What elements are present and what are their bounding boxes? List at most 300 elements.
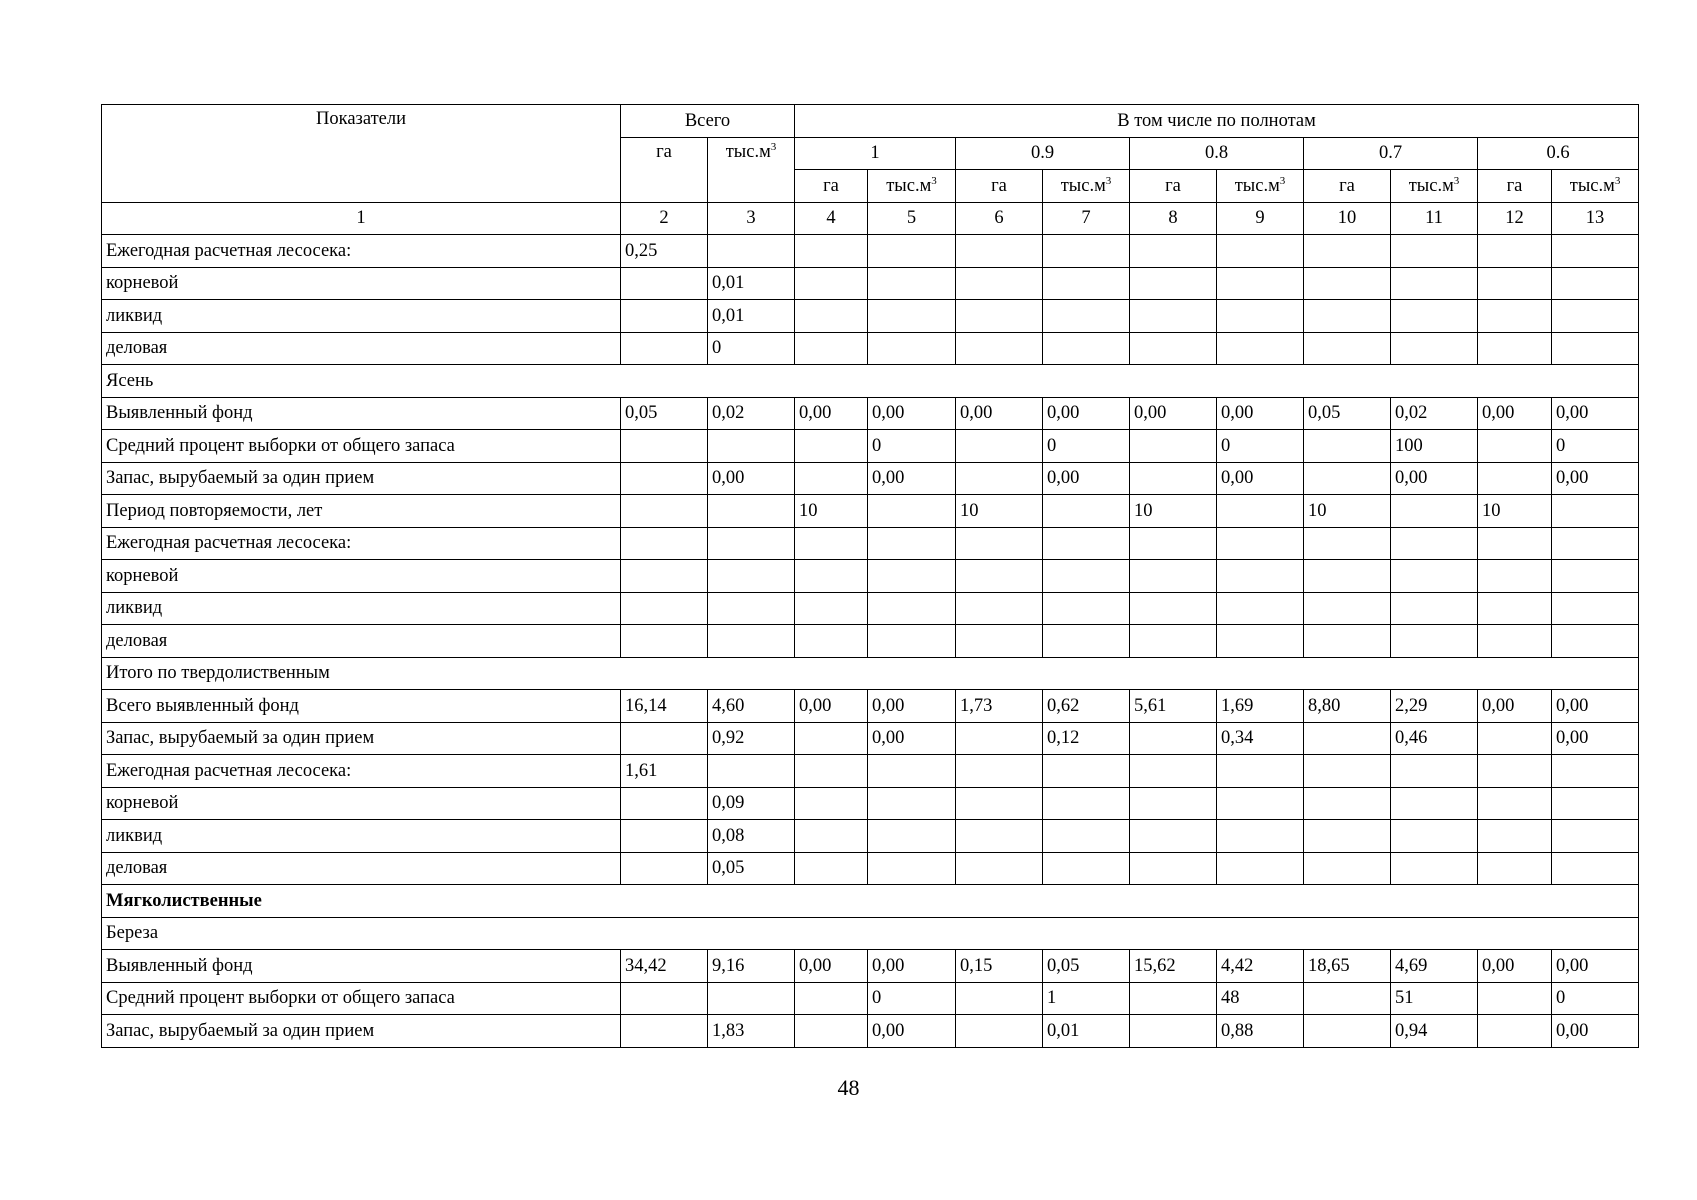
row-cell <box>1304 852 1391 885</box>
row-cell: 0,88 <box>1217 1015 1304 1048</box>
row-cell <box>1552 592 1639 625</box>
header-column-numbers-row <box>102 202 1639 235</box>
row-cell <box>1391 820 1478 853</box>
table-row <box>102 397 1639 430</box>
row-cell: 1,69 <box>1217 690 1304 723</box>
row-cell <box>1217 235 1304 268</box>
row-cell <box>1130 625 1217 658</box>
row-cell <box>1043 625 1130 658</box>
row-cell: 0,00 <box>1043 397 1130 430</box>
row-cell <box>621 722 708 755</box>
row-cell: 0,02 <box>708 397 795 430</box>
row-cell: 1,73 <box>956 690 1043 723</box>
row-cell <box>1130 267 1217 300</box>
row-label: Средний процент выборки от общего запаса <box>102 430 621 463</box>
row-cell <box>1130 527 1217 560</box>
row-cell <box>621 1015 708 1048</box>
row-cell <box>868 820 956 853</box>
row-cell <box>1478 820 1552 853</box>
row-cell <box>1478 267 1552 300</box>
row-cell <box>1130 462 1217 495</box>
column-number: 3 <box>708 202 795 235</box>
unit-text: тыс.м <box>1234 175 1280 196</box>
row-cell <box>795 560 868 593</box>
row-cell <box>956 592 1043 625</box>
header-row-1 <box>102 105 1639 138</box>
unit-vol <box>1391 170 1478 203</box>
row-cell: 0,00 <box>1552 462 1639 495</box>
row-cell <box>1391 625 1478 658</box>
row-cell <box>1130 332 1217 365</box>
row-cell <box>708 560 795 593</box>
row-cell: 5,61 <box>1130 690 1217 723</box>
row-cell <box>621 462 708 495</box>
row-cell <box>1130 560 1217 593</box>
row-cell: 4,69 <box>1391 950 1478 983</box>
header-total-ha: га <box>621 137 708 202</box>
row-cell <box>621 787 708 820</box>
row-cell <box>795 982 868 1015</box>
row-cell: 0,00 <box>868 397 956 430</box>
row-cell <box>621 852 708 885</box>
row-cell: 0,08 <box>708 820 795 853</box>
row-cell: 0 <box>708 332 795 365</box>
table-header <box>102 105 1639 235</box>
row-cell <box>1130 430 1217 463</box>
row-cell <box>956 787 1043 820</box>
row-cell: 2,29 <box>1391 690 1478 723</box>
row-cell <box>1304 462 1391 495</box>
table-row <box>102 852 1639 885</box>
row-cell <box>1478 300 1552 333</box>
row-cell <box>1391 527 1478 560</box>
row-cell <box>1304 430 1391 463</box>
row-cell <box>1217 625 1304 658</box>
row-label: Всего выявленный фонд <box>102 690 621 723</box>
row-label: Выявленный фонд <box>102 397 621 430</box>
row-cell <box>1304 787 1391 820</box>
unit-text: тыс.м <box>1569 175 1615 196</box>
table-row <box>102 820 1639 853</box>
row-cell: 100 <box>1391 430 1478 463</box>
row-cell <box>868 235 956 268</box>
row-cell: 0,12 <box>1043 722 1130 755</box>
unit-ha: га <box>956 170 1043 203</box>
row-cell <box>1304 722 1391 755</box>
row-cell: 0,00 <box>795 690 868 723</box>
row-cell <box>1043 820 1130 853</box>
row-cell <box>1478 235 1552 268</box>
row-cell <box>956 982 1043 1015</box>
row-cell <box>868 787 956 820</box>
row-cell: 48 <box>1217 982 1304 1015</box>
row-cell <box>1478 625 1552 658</box>
row-cell <box>1217 300 1304 333</box>
row-cell <box>956 527 1043 560</box>
section-label: Итого по твердолиственным <box>102 657 1639 690</box>
row-cell <box>621 267 708 300</box>
row-cell <box>1391 852 1478 885</box>
row-cell <box>795 625 868 658</box>
row-cell <box>1130 852 1217 885</box>
row-cell <box>1043 332 1130 365</box>
row-cell <box>621 592 708 625</box>
unit-text: тыс.м <box>886 175 932 196</box>
row-cell <box>795 852 868 885</box>
row-cell: 0,00 <box>868 690 956 723</box>
column-number: 13 <box>1552 202 1639 235</box>
row-cell <box>621 625 708 658</box>
unit-vol <box>1552 170 1639 203</box>
column-number: 11 <box>1391 202 1478 235</box>
row-cell <box>1478 982 1552 1015</box>
row-label: Период повторяемости, лет <box>102 495 621 528</box>
row-cell: 0,00 <box>1478 397 1552 430</box>
table-row <box>102 527 1639 560</box>
row-cell <box>956 300 1043 333</box>
row-cell: 0,00 <box>1217 397 1304 430</box>
row-cell: 10 <box>1478 495 1552 528</box>
table-row <box>102 462 1639 495</box>
section-label: Береза <box>102 917 1639 950</box>
row-cell <box>621 332 708 365</box>
row-label: ликвид <box>102 820 621 853</box>
row-cell <box>708 625 795 658</box>
row-cell <box>1304 235 1391 268</box>
row-cell: 0,09 <box>708 787 795 820</box>
row-cell <box>868 267 956 300</box>
row-cell <box>1043 560 1130 593</box>
table-row <box>102 755 1639 788</box>
row-cell <box>1478 722 1552 755</box>
row-cell <box>956 722 1043 755</box>
row-cell <box>1304 625 1391 658</box>
row-cell: 0,05 <box>621 397 708 430</box>
row-cell <box>795 722 868 755</box>
unit-vol <box>1043 170 1130 203</box>
row-cell: 10 <box>1130 495 1217 528</box>
section-label: Ясень <box>102 365 1639 398</box>
row-cell: 0,05 <box>708 852 795 885</box>
row-cell <box>795 527 868 560</box>
column-number: 1 <box>102 202 621 235</box>
table-row <box>102 625 1639 658</box>
row-cell <box>956 462 1043 495</box>
unit-sup: 3 <box>1279 174 1286 187</box>
table-row <box>102 722 1639 755</box>
row-cell <box>1391 755 1478 788</box>
row-cell <box>1217 560 1304 593</box>
row-cell <box>1552 625 1639 658</box>
unit-vol <box>868 170 956 203</box>
row-cell <box>708 755 795 788</box>
row-cell <box>1478 755 1552 788</box>
column-number: 6 <box>956 202 1043 235</box>
section-row <box>102 365 1639 398</box>
row-cell <box>621 820 708 853</box>
row-cell <box>1304 982 1391 1015</box>
row-cell <box>621 430 708 463</box>
row-cell: 0,34 <box>1217 722 1304 755</box>
row-cell <box>1552 755 1639 788</box>
row-cell <box>1478 462 1552 495</box>
row-cell: 1,61 <box>621 755 708 788</box>
row-cell <box>1391 267 1478 300</box>
row-cell <box>795 592 868 625</box>
row-cell <box>1130 820 1217 853</box>
row-cell <box>621 527 708 560</box>
row-cell <box>1478 560 1552 593</box>
row-cell: 8,80 <box>1304 690 1391 723</box>
row-cell <box>868 527 956 560</box>
row-cell <box>1130 787 1217 820</box>
column-number: 7 <box>1043 202 1130 235</box>
row-cell <box>1478 430 1552 463</box>
row-cell: 0,92 <box>708 722 795 755</box>
row-cell <box>795 235 868 268</box>
row-cell <box>1478 852 1552 885</box>
forest-fund-table <box>101 104 1639 1048</box>
header-density-0-9: 0.9 <box>956 137 1130 170</box>
table-row <box>102 300 1639 333</box>
row-cell <box>1552 820 1639 853</box>
row-cell <box>1552 527 1639 560</box>
row-cell <box>795 755 868 788</box>
row-cell: 0,62 <box>1043 690 1130 723</box>
row-cell: 0 <box>868 430 956 463</box>
row-cell <box>868 592 956 625</box>
table-row <box>102 1015 1639 1048</box>
page-number: 48 <box>837 1075 860 1100</box>
row-cell <box>1043 235 1130 268</box>
unit-sup: 3 <box>1614 174 1621 187</box>
row-cell: 0 <box>1552 430 1639 463</box>
row-cell <box>1391 332 1478 365</box>
row-cell: 0,00 <box>868 1015 956 1048</box>
header-total-vol <box>708 137 795 202</box>
row-cell <box>708 235 795 268</box>
row-cell: 0,00 <box>1552 950 1639 983</box>
row-label: Средний процент выборки от общего запаса <box>102 982 621 1015</box>
row-cell <box>1552 235 1639 268</box>
row-cell: 0,46 <box>1391 722 1478 755</box>
row-cell: 0,00 <box>868 462 956 495</box>
row-cell <box>1478 332 1552 365</box>
row-cell: 0,25 <box>621 235 708 268</box>
row-cell: 0,00 <box>795 950 868 983</box>
row-cell: 0,00 <box>795 397 868 430</box>
row-cell <box>1043 300 1130 333</box>
row-cell <box>621 560 708 593</box>
row-cell <box>956 560 1043 593</box>
header-density-0-8: 0.8 <box>1130 137 1304 170</box>
row-cell <box>708 430 795 463</box>
unit-vol <box>1217 170 1304 203</box>
unit-sup: 3 <box>770 140 777 153</box>
section-label: Мягколиственные <box>102 885 1639 918</box>
row-cell <box>1130 755 1217 788</box>
table-row <box>102 982 1639 1015</box>
table-row <box>102 235 1639 268</box>
row-cell <box>868 495 956 528</box>
row-cell <box>795 430 868 463</box>
row-cell <box>1304 300 1391 333</box>
row-cell <box>956 1015 1043 1048</box>
row-cell: 0,00 <box>868 722 956 755</box>
row-cell <box>1391 560 1478 593</box>
row-cell: 0,01 <box>708 267 795 300</box>
row-cell: 0,00 <box>1478 690 1552 723</box>
table-row <box>102 332 1639 365</box>
row-label: Запас, вырубаемый за один прием <box>102 1015 621 1048</box>
header-by-density: В том числе по полнотам <box>795 105 1639 138</box>
column-number: 9 <box>1217 202 1304 235</box>
header-density-1: 1 <box>795 137 956 170</box>
row-cell <box>708 495 795 528</box>
row-cell <box>621 495 708 528</box>
row-cell <box>868 755 956 788</box>
row-cell: 0,00 <box>1552 690 1639 723</box>
row-cell: 4,60 <box>708 690 795 723</box>
row-cell <box>868 625 956 658</box>
table-row <box>102 560 1639 593</box>
unit-sup: 3 <box>1105 174 1112 187</box>
table-body <box>102 235 1639 1048</box>
row-label: Запас, вырубаемый за один прием <box>102 722 621 755</box>
row-cell: 4,42 <box>1217 950 1304 983</box>
row-label: Запас, вырубаемый за один прием <box>102 462 621 495</box>
row-cell <box>1130 235 1217 268</box>
table-row <box>102 495 1639 528</box>
row-cell: 0,00 <box>708 462 795 495</box>
row-cell <box>868 560 956 593</box>
row-cell: 0,00 <box>1130 397 1217 430</box>
row-cell <box>1130 982 1217 1015</box>
row-cell: 0 <box>1043 430 1130 463</box>
row-cell <box>621 300 708 333</box>
row-cell <box>956 267 1043 300</box>
header-density-0-6: 0.6 <box>1478 137 1639 170</box>
row-cell <box>956 820 1043 853</box>
row-cell <box>1552 787 1639 820</box>
row-cell: 51 <box>1391 982 1478 1015</box>
table-row <box>102 592 1639 625</box>
row-cell: 0,00 <box>868 950 956 983</box>
row-cell <box>1304 560 1391 593</box>
column-number: 10 <box>1304 202 1391 235</box>
row-cell: 10 <box>1304 495 1391 528</box>
row-cell <box>1217 852 1304 885</box>
row-cell <box>1552 300 1639 333</box>
row-label: деловая <box>102 625 621 658</box>
row-cell <box>1552 495 1639 528</box>
row-cell <box>1130 300 1217 333</box>
row-label: корневой <box>102 787 621 820</box>
row-cell <box>956 852 1043 885</box>
column-number: 2 <box>621 202 708 235</box>
row-cell <box>868 300 956 333</box>
column-number: 8 <box>1130 202 1217 235</box>
row-cell <box>868 332 956 365</box>
row-cell: 9,16 <box>708 950 795 983</box>
row-label: ликвид <box>102 300 621 333</box>
row-cell: 0,00 <box>1552 1015 1639 1048</box>
table-row <box>102 950 1639 983</box>
row-cell <box>1217 820 1304 853</box>
column-number: 12 <box>1478 202 1552 235</box>
row-cell <box>1304 820 1391 853</box>
row-cell <box>1552 560 1639 593</box>
row-cell <box>1130 1015 1217 1048</box>
row-cell <box>956 235 1043 268</box>
row-label: Ежегодная расчетная лесосека: <box>102 235 621 268</box>
row-cell <box>1304 527 1391 560</box>
row-cell <box>956 430 1043 463</box>
row-label: корневой <box>102 560 621 593</box>
row-cell: 0 <box>1552 982 1639 1015</box>
unit-text: тыс.м <box>1060 175 1106 196</box>
table-row <box>102 787 1639 820</box>
table-row <box>102 430 1639 463</box>
row-cell <box>956 755 1043 788</box>
row-label: деловая <box>102 852 621 885</box>
row-cell: 15,62 <box>1130 950 1217 983</box>
unit-sup: 3 <box>931 174 937 187</box>
row-cell: 0 <box>1217 430 1304 463</box>
row-cell: 10 <box>956 495 1043 528</box>
table-row <box>102 267 1639 300</box>
row-cell: 1 <box>1043 982 1130 1015</box>
row-cell <box>1043 755 1130 788</box>
row-cell <box>621 982 708 1015</box>
unit-ha: га <box>795 170 868 203</box>
row-cell <box>1304 755 1391 788</box>
row-cell: 0,00 <box>1478 950 1552 983</box>
unit-ha: га <box>1304 170 1391 203</box>
row-cell <box>795 820 868 853</box>
row-cell: 0 <box>868 982 956 1015</box>
row-cell <box>795 332 868 365</box>
row-cell <box>1217 267 1304 300</box>
row-cell: 34,42 <box>621 950 708 983</box>
row-label: Выявленный фонд <box>102 950 621 983</box>
row-cell <box>1217 787 1304 820</box>
row-cell <box>1391 235 1478 268</box>
row-cell <box>1217 332 1304 365</box>
row-cell: 0,00 <box>1043 462 1130 495</box>
header-total: Всего <box>621 105 795 138</box>
row-cell: 0,01 <box>1043 1015 1130 1048</box>
row-cell: 0,15 <box>956 950 1043 983</box>
row-cell <box>1478 592 1552 625</box>
unit-ha: га <box>1130 170 1217 203</box>
row-cell <box>1217 527 1304 560</box>
row-cell <box>1391 787 1478 820</box>
row-cell <box>956 332 1043 365</box>
row-cell: 18,65 <box>1304 950 1391 983</box>
row-cell: 1,83 <box>708 1015 795 1048</box>
section-row <box>102 917 1639 950</box>
row-label: Ежегодная расчетная лесосека: <box>102 755 621 788</box>
row-cell <box>1304 267 1391 300</box>
unit-text: тыс.м <box>1408 175 1454 196</box>
row-cell <box>1391 592 1478 625</box>
row-cell <box>1304 1015 1391 1048</box>
row-cell: 0,94 <box>1391 1015 1478 1048</box>
row-cell: 0,00 <box>1552 722 1639 755</box>
row-cell <box>708 592 795 625</box>
row-cell: 0,05 <box>1304 397 1391 430</box>
